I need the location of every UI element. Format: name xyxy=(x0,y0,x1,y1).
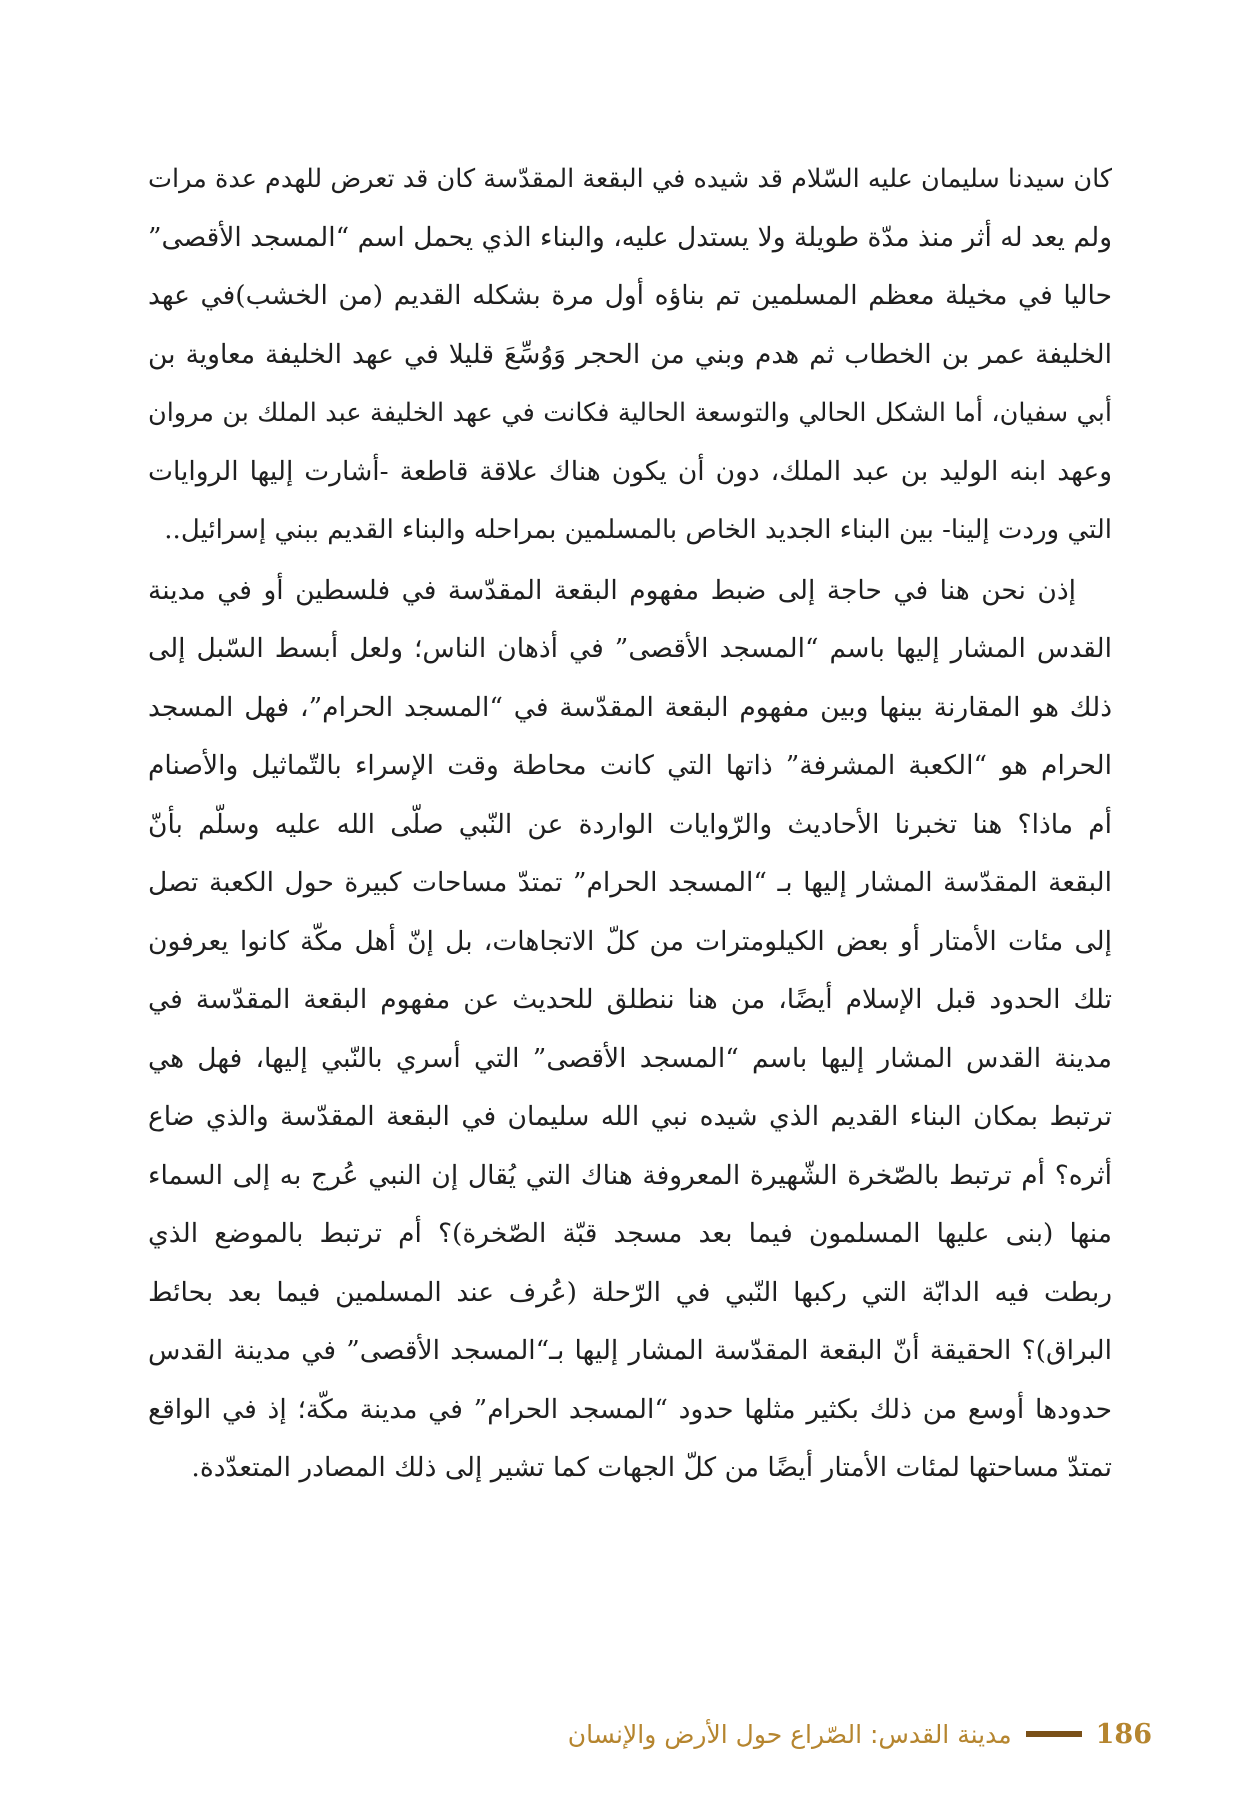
text-line: كان سيدنا سليمان عليه السّلام قد شيده في البقعة المقدّسة كان قد تعرض للهدم عدة مرات xyxy=(148,164,1112,194)
body-text xyxy=(148,150,1112,1498)
text-line: ربطت فيه الدابّة التي ركبها النّبي في الرّحلة (عُرف عند المسلمين فيما بعد بحائط xyxy=(148,1276,1112,1308)
footer-divider xyxy=(1026,1731,1082,1737)
text-line: أبي سفيان، أما الشكل الحالي والتوسعة الحالية فكانت في عهد الخليفة عبد الملك بن مروان xyxy=(148,398,1112,428)
text-line: ولم يعد له أثر منذ مدّة طويلة ولا يستدل عليه، والبناء الذي يحمل اسم “المسجد الأقصى” xyxy=(148,221,1112,253)
text-line: تلك الحدود قبل الإسلام أيضًا، من هنا ننطلق للحديث عن مفهوم البقعة المقدّسة في xyxy=(148,984,1112,1015)
text-line: الحرام هو “الكعبة المشرفة” ذاتها التي كانت محاطة وقت الإسراء بالتّماثيل والأصنام xyxy=(148,750,1112,781)
text-line: أم ماذا؟ هنا تخبرنا الأحاديث والرّوايات الواردة عن النّبي صلّى الله عليه وسلّم بأنّ xyxy=(148,808,1112,840)
text-line: أثره؟ أم ترتبط بالصّخرة الشّهيرة المعروفة هناك التي يُقال إن النبي عُرج به إلى السماء xyxy=(148,1159,1112,1191)
text-line: البراق)؟ الحقيقة أنّ البقعة المقدّسة المشار إليها بـ“المسجد الأقصى” في مدينة القدس xyxy=(148,1335,1112,1366)
text-line: منها (بنى عليها المسلمون فيما بعد مسجد قبّة الصّخرة)؟ أم ترتبط بالموضع الذي xyxy=(148,1218,1112,1249)
text-line: مدينة القدس المشار إليها باسم “المسجد الأقصى” التي أسري بالنّبي إليها، فهل هي xyxy=(148,1042,1112,1074)
running-title: مدينة القدس: الصّراع حول الأرض والإنسان xyxy=(567,1719,1012,1749)
page-number: 186 xyxy=(1095,1718,1152,1750)
page-footer xyxy=(452,1706,1152,1762)
text-line: ذلك هو المقارنة بينها وبين مفهوم البقعة المقدّسة في “المسجد الحرام”، فهل المسجد xyxy=(148,691,1112,723)
text-line: إلى مئات الأمتار أو بعض الكيلومترات من كلّ الاتجاهات، بل إنّ أهل مكّة كانوا يعرفون xyxy=(148,925,1112,957)
text-line: القدس المشار إليها باسم “المسجد الأقصى” في أذهان الناس؛ ولعل أبسط السّبل إلى xyxy=(148,633,1112,664)
text-line: البقعة المقدّسة المشار إليها بـ “المسجد الحرام” تمتدّ مساحات كبيرة حول الكعبة تصل xyxy=(148,867,1112,898)
text-line: وعهد ابنه الوليد بن عبد الملك، دون أن يكون هناك علاقة قاطعة -أشارت إليها الروايات xyxy=(148,455,1112,487)
text-line: التي وردت إلينا- بين البناء الجديد الخاص بالمسلمين بمراحله والبناء القديم ببني إسرائيل.. xyxy=(164,515,1112,545)
text-line: تمتدّ مساحتها لمئات الأمتار أيضًا من كلّ الجهات كما تشير إلى ذلك المصادر المتعدّدة. xyxy=(191,1452,1112,1483)
text-line: ترتبط بمكان البناء القديم الذي شيده نبي الله سليمان في البقعة المقدّسة والذي ضاع xyxy=(148,1101,1112,1132)
text-line: إذن نحن هنا في حاجة إلى ضبط مفهوم البقعة المقدّسة في فلسطين أو في مدينة xyxy=(148,574,1076,606)
text-line: الخليفة عمر بن الخطاب ثم هدم وبني من الحجر وَوُسِّعَ قليلا في عهد الخليفة معاوية بن xyxy=(148,338,1112,370)
text-line: حاليا في مخيلة معظم المسلمين تم بناؤه أول مرة بشكله القديم (من الخشب)في عهد xyxy=(148,280,1112,311)
text-line: حدودها أوسع من ذلك بكثير مثلها حدود “المسجد الحرام” في مدينة مكّة؛ إذ في الواقع xyxy=(148,1393,1112,1425)
